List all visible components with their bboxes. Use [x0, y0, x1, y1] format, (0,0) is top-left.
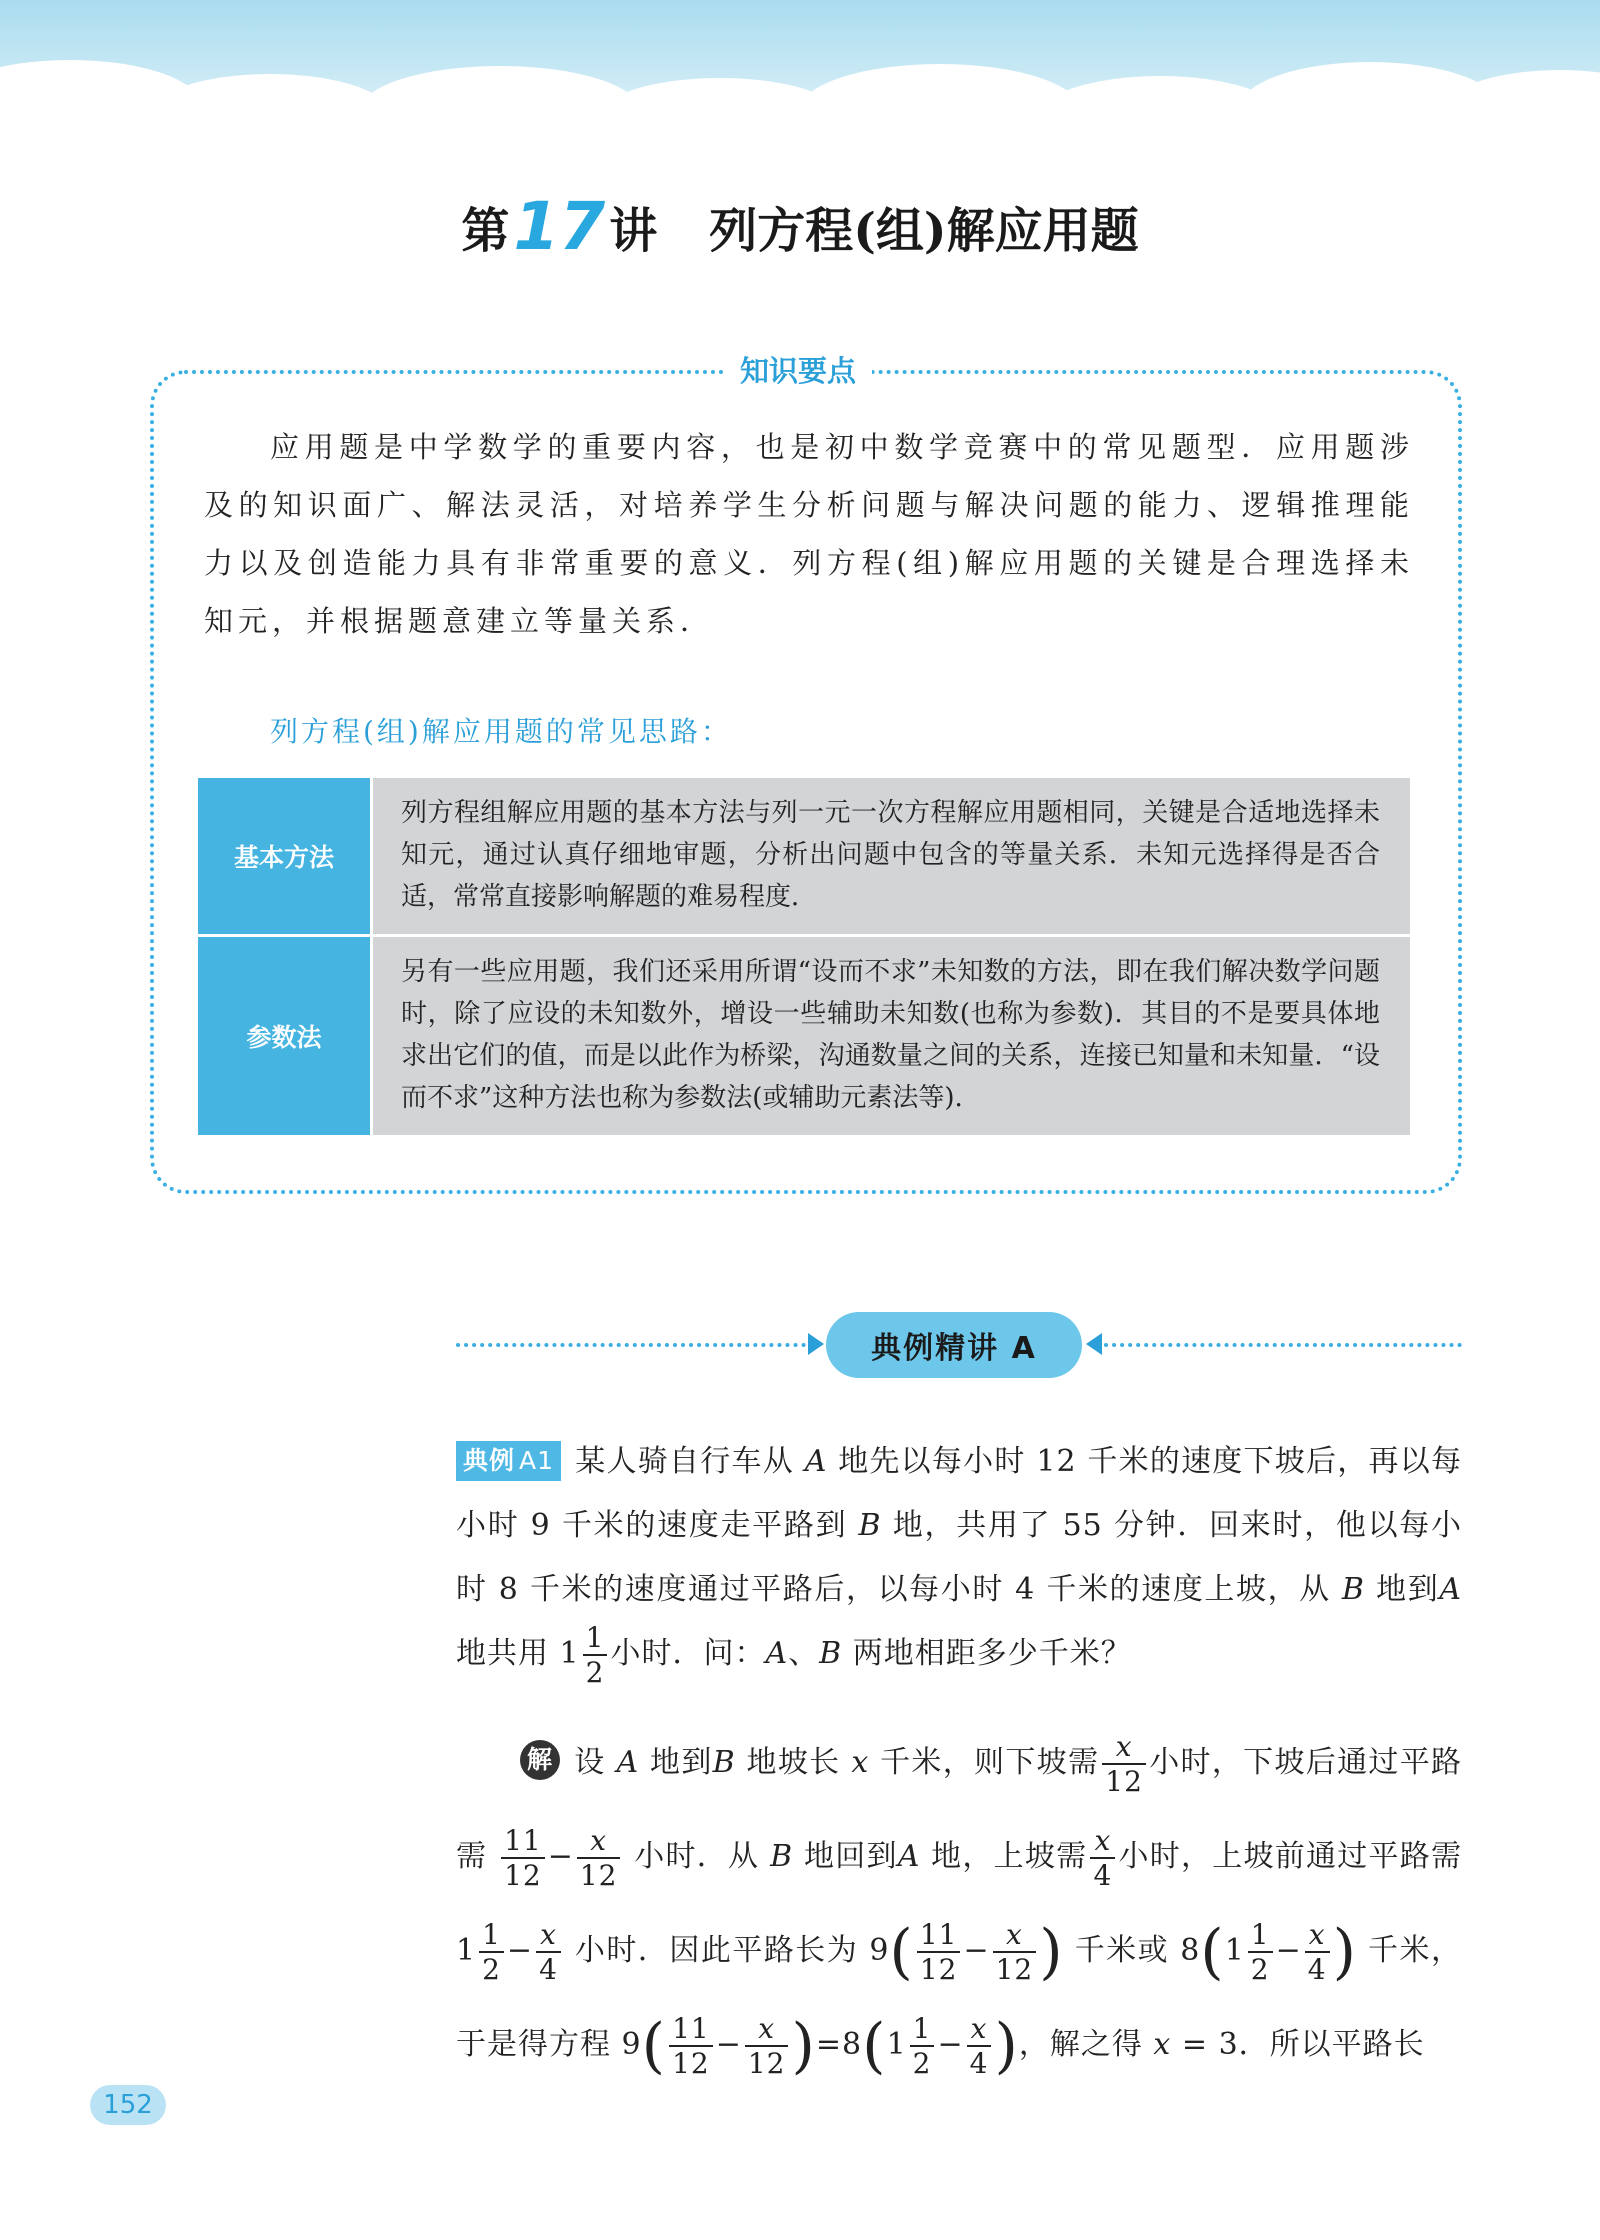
fraction: $\frac{11}{12}$: [501, 1827, 545, 1890]
var: A: [616, 1745, 640, 1780]
text: 设: [574, 1745, 606, 1780]
text: 地，共用了 55 分钟．回来时，他以每小时 8 千米的速度通过平路后，以每小时 4 千米的速度上坡，从: [456, 1508, 1462, 1607]
page-number: 152: [90, 2085, 166, 2125]
var: B: [1341, 1572, 1365, 1607]
text: 小时，上坡前通过平路需: [1118, 1839, 1463, 1874]
fraction: $\frac{x}{12}$: [993, 1921, 1037, 1984]
text: = 3．所以平路长: [1181, 2027, 1425, 2062]
fraction: $\frac{1}{2}$: [910, 2015, 935, 2078]
tag-label: 典例: [463, 1446, 516, 1475]
fraction: $\frac{x}{12}$: [745, 2015, 789, 2078]
var: B: [712, 1745, 736, 1780]
var: A: [1439, 1572, 1462, 1607]
tag-number: A1: [519, 1446, 555, 1475]
title-mid: 讲: [609, 203, 658, 259]
text: 地共用 1: [456, 1636, 580, 1671]
method-text: 列方程组解应用题的基本方法与列一元一次方程解应用题相同，关键是合适地选择未知元，通过认真仔细地审题，分析出问题中包含的等量关系．未知元选择得是否合适，常常直接影响解题的难易程度．: [372, 778, 1411, 936]
page-title: [0, 188, 1600, 265]
text: 千米，则下坡需: [880, 1745, 1100, 1780]
fraction: $\frac{1}{2}$: [479, 1921, 504, 1984]
text: 小时．因此平路长为: [574, 1933, 859, 1968]
text: 地到: [1376, 1572, 1440, 1607]
var: x: [1153, 2027, 1172, 2062]
text: 两地相距多少千米？: [852, 1636, 1132, 1671]
knowledge-paragraph: 应用题是中学数学的重要内容，也是初中数学竞赛中的常见题型．应用题涉及的知识面广、解法灵活，对培养学生分析问题与解决问题的能力、逻辑推理能力以及创造能力具有非常重要的意义．列方程(组)解应用题的关键是合理选择未知元，并根据题意建立等量关系．: [204, 430, 1414, 638]
var: B: [858, 1508, 882, 1543]
banner-line-left: [456, 1343, 806, 1347]
example-solution: 解 设 A 地到B 地坡长 x 千米，则下坡需 $\frac{x}{12}$ 小时，下坡后通过平路需 $\frac{11}{12}$ − $\frac{x}{12}$ 小时．从 B 地回到A 地，上坡需 $\frac{x}{4}$ 小时，上坡前通过平路需 1 $\frac{1}{2}$ − $\frac{x}{4}$ 小时．因此平路长为 9( $\frac{11}{12}$ − $\frac{x}{12}$ ) 千米或 8(1 $\frac{1}{2}$ − $\frac{x}{4}$ ) 千米，于是得方程 9( $\frac{11}{12}$ − $\frac{x}{12}$ )=8(1 $\frac{1}{2}$ − $\frac{x}{4}$ )，解之得 x = 3．所以平路长: [456, 1729, 1463, 2081]
triangle-left-icon: [1086, 1333, 1102, 1355]
fraction: $\frac{x}{4}$: [1305, 1921, 1330, 1984]
text: 小时，下坡后通过平路需: [456, 1745, 1463, 1874]
method-text: 另有一些应用题，我们还采用所谓“设而不求”未知数的方法，即在我们解决数学问题时，除了应设的未知数外，增设一些辅助未知数(也称为参数)．其目的不是要具体地求出它们的值，而是以此作为桥梁，沟通数量之间的关系，连接已知量和未知量．“设而不求”这种方法也称为参数法(或辅助元素法等)．: [372, 936, 1411, 1136]
text: 千米或: [1074, 1933, 1170, 1968]
method-name: 参数法: [198, 936, 372, 1136]
fraction: $\frac{x}{4}$: [967, 2015, 992, 2078]
knowledge-label: 知识要点: [724, 349, 872, 390]
cloud: [360, 66, 640, 156]
text: 千米，于是得方程: [456, 1933, 1463, 2062]
text: 地到: [650, 1745, 713, 1780]
text: 地，上坡需: [931, 1839, 1088, 1874]
text: 小时．从: [634, 1839, 760, 1874]
fraction: $\frac{11}{12}$: [917, 1921, 961, 1984]
solution-mark: 解: [520, 1740, 560, 1780]
example-problem: [456, 1430, 1462, 1687]
title-main: 列方程(组)解应用题: [709, 203, 1139, 259]
triangle-right-icon: [808, 1333, 824, 1355]
method-row: [198, 936, 1410, 1136]
sky-background: [0, 0, 1600, 130]
example-tag: [456, 1441, 561, 1481]
banner-line-right: [1104, 1343, 1462, 1347]
lecture-number: 17: [513, 188, 606, 265]
cloud: [800, 64, 1080, 156]
var: A: [765, 1636, 789, 1671]
fraction: $\frac{x}{12}$: [1102, 1733, 1146, 1796]
text: 某人骑自行车从: [575, 1444, 794, 1479]
var: B: [770, 1839, 794, 1874]
examples-banner: 典例精讲 A: [826, 1312, 1082, 1378]
var: A: [804, 1444, 828, 1479]
title-prefix: 第: [461, 203, 510, 259]
text: 地坡长: [746, 1745, 841, 1780]
fraction: $\frac{x}{12}$: [577, 1827, 621, 1890]
fraction: $\frac{x}{4}$: [1090, 1827, 1115, 1890]
knowledge-subheading: 列方程(组)解应用题的常见思路：: [270, 715, 732, 748]
text: 地回到: [803, 1839, 898, 1874]
var: A: [897, 1839, 921, 1874]
var: x: [851, 1745, 870, 1780]
methods-table: [198, 778, 1410, 1135]
method-name: 基本方法: [198, 778, 372, 936]
text: 小时．问：: [610, 1636, 766, 1671]
text: ，解之得: [1018, 2027, 1143, 2062]
fraction: $\frac{1}{2}$: [1248, 1921, 1273, 1984]
var: B: [819, 1636, 843, 1671]
fraction: $\frac{1}{2}$: [583, 1624, 608, 1687]
text: 地先以每小时 12 千米的速度下坡后，再以每小时 9 千米的速度走平路到: [456, 1444, 1462, 1543]
text: 、: [788, 1636, 820, 1671]
method-row: [198, 778, 1410, 936]
fraction: $\frac{x}{4}$: [536, 1921, 561, 1984]
fraction: $\frac{11}{12}$: [669, 2015, 713, 2078]
cloud: [150, 74, 390, 154]
